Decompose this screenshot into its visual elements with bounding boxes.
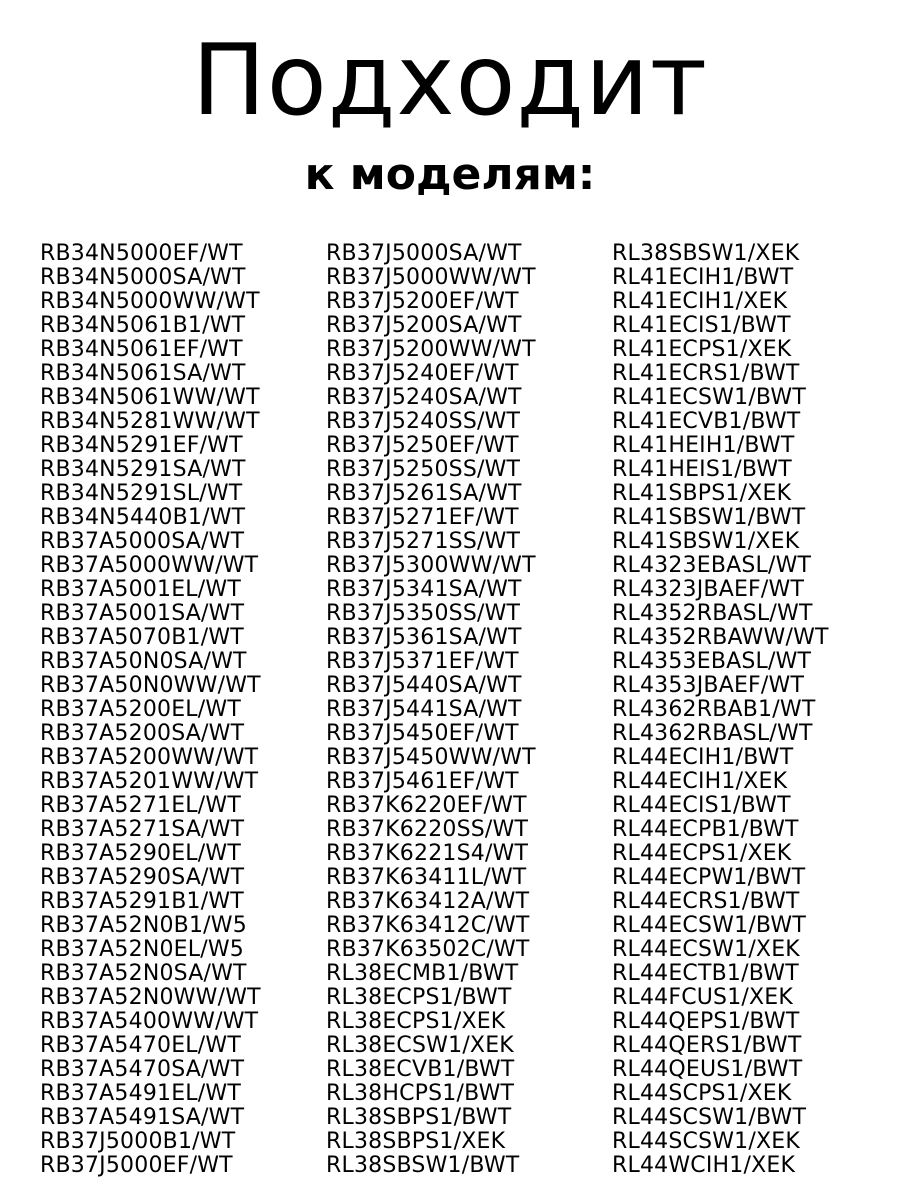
model-item: RL41SBPS1/XEK [612, 481, 792, 506]
model-item: RB37A5291B1/WT [40, 889, 244, 914]
model-item: RL41ECIH1/BWT [612, 265, 794, 290]
model-item: RB37K63412C/WT [326, 913, 530, 938]
model-item: RB37A50N0WW/WT [40, 673, 261, 698]
model-item: RB37A5290SA/WT [40, 865, 245, 890]
model-item: RB37J5000EF/WT [40, 1153, 233, 1178]
model-item: RB37A50N0SA/WT [40, 649, 247, 674]
model-item: RL44ECIH1/BWT [612, 745, 794, 770]
model-item: RB37A5200WW/WT [40, 745, 259, 770]
model-item: RL44ECSW1/XEK [612, 937, 800, 962]
model-item: RB37J5300WW/WT [326, 553, 536, 578]
model-item: RB37A5000WW/WT [40, 553, 259, 578]
model-item: RL41ECIH1/XEK [612, 289, 788, 314]
model-item: RB37J5350SS/WT [326, 601, 521, 626]
model-item: RB37K6220SS/WT [326, 817, 529, 842]
model-item: RL41HEIS1/BWT [612, 457, 792, 482]
model-item: RB37A5491EL/WT [40, 1081, 241, 1106]
model-item: RB37K63411L/WT [326, 865, 527, 890]
model-item: RB37A5400WW/WT [40, 1009, 259, 1034]
model-item: RL38ECPS1/BWT [326, 985, 512, 1010]
model-item: RL44SCSW1/XEK [612, 1129, 800, 1154]
model-item: RL44SCPS1/XEK [612, 1081, 792, 1106]
model-item: RL44ECRS1/BWT [612, 889, 800, 914]
model-item: RL38ECSW1/XEK [326, 1033, 514, 1058]
model-item: RB34N5061WW/WT [40, 385, 260, 410]
model-item: RL41ECPS1/XEK [612, 337, 792, 362]
model-item: RB37A52N0B1/W5 [40, 913, 247, 938]
model-item: RB34N5291EF/WT [40, 433, 243, 458]
model-item: RB37A5001SA/WT [40, 601, 245, 626]
model-item: RB37K63502C/WT [326, 937, 530, 962]
model-item: RL44SCSW1/BWT [612, 1105, 807, 1130]
model-item: RL38HCPS1/BWT [326, 1081, 515, 1106]
model-item: RL38ECPS1/XEK [326, 1009, 506, 1034]
model-item: RL44ECPW1/BWT [612, 865, 806, 890]
model-item: RL44QEUS1/BWT [612, 1057, 803, 1082]
model-item: RB34N5291SL/WT [40, 481, 243, 506]
model-item: RB37A5200EL/WT [40, 697, 241, 722]
model-item: RL44ECIH1/XEK [612, 769, 788, 794]
model-item: RL4362RBAB1/WT [612, 697, 816, 722]
model-column-1 [40, 242, 261, 1178]
model-item: RL41SBSW1/XEK [612, 529, 800, 554]
model-item: RB37J5240SA/WT [326, 385, 522, 410]
model-item: RB37J5250SS/WT [326, 457, 521, 482]
model-item: RB34N5291SA/WT [40, 457, 246, 482]
model-item: RB37J5200SA/WT [326, 313, 522, 338]
model-item: RL38SBPS1/XEK [326, 1129, 506, 1154]
model-item: RB37J5240EF/WT [326, 361, 519, 386]
model-item: RB37J5240SS/WT [326, 409, 521, 434]
page-title: Подходит [192, 24, 708, 138]
model-item: RL41ECIS1/BWT [612, 313, 791, 338]
model-item: RB37J5440SA/WT [326, 673, 522, 698]
model-item: RB37A52N0SA/WT [40, 961, 247, 986]
model-item: RB34N5440B1/WT [40, 505, 246, 530]
model-item: RB37J5200EF/WT [326, 289, 519, 314]
model-item: RL44FCUS1/XEK [612, 985, 794, 1010]
model-item: RL38ECVB1/BWT [326, 1057, 515, 1082]
model-item: RB37A5290EL/WT [40, 841, 241, 866]
model-item: RB37J5341SA/WT [326, 577, 522, 602]
model-item: RB37J5000WW/WT [326, 265, 536, 290]
model-item: RB37K6220EF/WT [326, 793, 527, 818]
model-item: RL44QERS1/BWT [612, 1033, 802, 1058]
model-item: RL44ECIS1/BWT [612, 793, 791, 818]
model-item: RL44ECPB1/BWT [612, 817, 799, 842]
model-item: RB37A5271EL/WT [40, 793, 241, 818]
model-item: RL4352RBAWW/WT [612, 625, 829, 650]
model-item: RB37K63412A/WT [326, 889, 530, 914]
model-item: RB37J5000B1/WT [40, 1129, 236, 1154]
model-item: RB34N5061EF/WT [40, 337, 243, 362]
model-item: RB37A5200SA/WT [40, 721, 245, 746]
model-item: RL4353EBASL/WT [612, 649, 812, 674]
model-column-2 [326, 242, 536, 1178]
model-item: RB37A5470SA/WT [40, 1057, 245, 1082]
model-item: RB37J5000SA/WT [326, 241, 522, 266]
model-item: RL38SBSW1/XEK [612, 241, 800, 266]
model-item: RB37A5491SA/WT [40, 1105, 245, 1130]
model-item: RL44ECPS1/XEK [612, 841, 792, 866]
model-item: RB37A5070B1/WT [40, 625, 244, 650]
page-subtitle: к моделям: [304, 149, 596, 200]
model-item: RB37K6221S4/WT [326, 841, 529, 866]
model-item: RL4323EBASL/WT [612, 553, 812, 578]
model-item: RB34N5061SA/WT [40, 361, 246, 386]
model-item: RL38ECMB1/BWT [326, 961, 519, 986]
model-item: RB37J5261SA/WT [326, 481, 522, 506]
model-item: RL44WCIH1/XEK [612, 1153, 796, 1178]
model-item: RL4323JBAEF/WT [612, 577, 805, 602]
model-item: RB37J5200WW/WT [326, 337, 536, 362]
model-item: RB37A52N0EL/W5 [40, 937, 244, 962]
model-item: RB34N5281WW/WT [40, 409, 260, 434]
model-item: RB37J5441SA/WT [326, 697, 522, 722]
model-item: RL44QEPS1/BWT [612, 1009, 800, 1034]
model-item: RL41ECVB1/BWT [612, 409, 801, 434]
model-item: RL41ECRS1/BWT [612, 361, 800, 386]
model-item: RB34N5000EF/WT [40, 241, 243, 266]
model-item: RL41ECSW1/BWT [612, 385, 807, 410]
model-item: RL4362RBASL/WT [612, 721, 813, 746]
model-item: RB37J5271EF/WT [326, 505, 519, 530]
model-item: RL4353JBAEF/WT [612, 673, 805, 698]
model-item: RB37J5271SS/WT [326, 529, 521, 554]
model-item: RB37J5450WW/WT [326, 745, 536, 770]
model-item: RB37J5371EF/WT [326, 649, 519, 674]
model-item: RB37A5470EL/WT [40, 1033, 241, 1058]
model-item: RL44ECTB1/BWT [612, 961, 799, 986]
model-item: RL38SBSW1/BWT [326, 1153, 520, 1178]
model-item: RB37J5461EF/WT [326, 769, 519, 794]
model-item: RB37A5271SA/WT [40, 817, 245, 842]
model-item: RL41HEIH1/BWT [612, 433, 795, 458]
model-item: RB34N5061B1/WT [40, 313, 246, 338]
model-item: RL41SBSW1/BWT [612, 505, 806, 530]
model-item: RB37A5000SA/WT [40, 529, 245, 554]
model-item: RB37J5361SA/WT [326, 625, 522, 650]
model-column-3 [612, 242, 829, 1178]
model-item: RB34N5000SA/WT [40, 265, 246, 290]
model-item: RB37J5450EF/WT [326, 721, 519, 746]
model-item: RB37A5201WW/WT [40, 769, 259, 794]
model-item: RB37A52N0WW/WT [40, 985, 261, 1010]
model-item: RL44ECSW1/BWT [612, 913, 807, 938]
model-item: RB34N5000WW/WT [40, 289, 260, 314]
model-item: RL38SBPS1/BWT [326, 1105, 512, 1130]
model-item: RB37A5001EL/WT [40, 577, 241, 602]
model-item: RL4352RBASL/WT [612, 601, 813, 626]
model-item: RB37J5250EF/WT [326, 433, 519, 458]
